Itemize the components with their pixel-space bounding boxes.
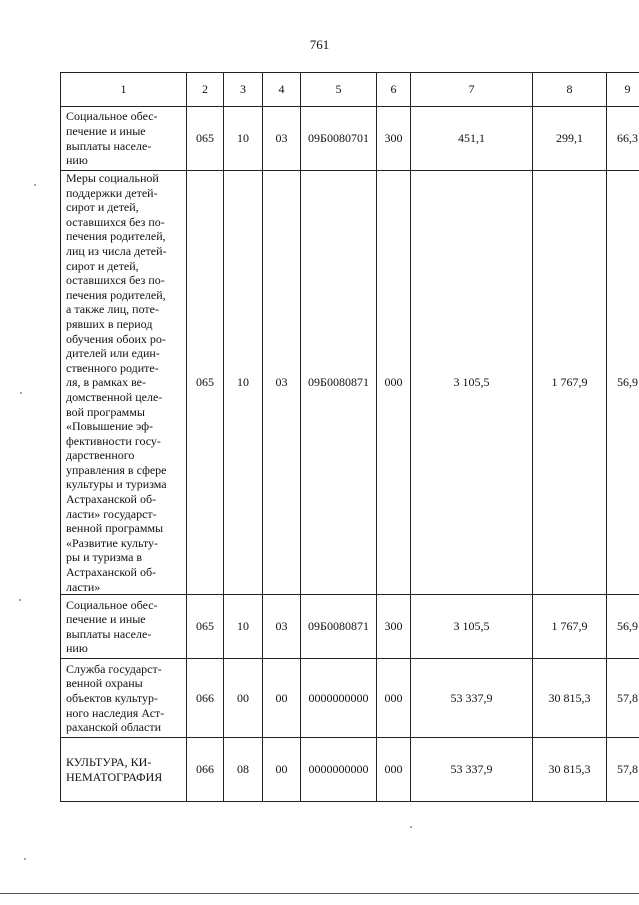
cell-section: 00 — [224, 659, 263, 738]
cell-actual: 1 767,9 — [533, 595, 607, 659]
cell-section: 10 — [224, 107, 263, 171]
header-cell: 2 — [187, 73, 224, 107]
cell-plan: 3 105,5 — [411, 595, 533, 659]
cell-subsection: 03 — [263, 595, 301, 659]
cell-percent: 56,9 — [607, 171, 639, 595]
cell-section: 10 — [224, 595, 263, 659]
cell-expense-type: 000 — [377, 171, 411, 595]
cell-ministry-code: 065 — [187, 107, 224, 171]
cell-percent: 56,9 — [607, 595, 639, 659]
table-row — [61, 171, 639, 595]
cell-expense-type: 000 — [377, 738, 411, 802]
cell-plan: 53 337,9 — [411, 738, 533, 802]
row-name: Служба государст- венной охраны объектов культур- ного наследия Аст- раханской области — [61, 659, 187, 738]
cell-subsection: 00 — [263, 738, 301, 802]
cell-plan: 3 105,5 — [411, 171, 533, 595]
cell-plan: 53 337,9 — [411, 659, 533, 738]
cell-actual: 299,1 — [533, 107, 607, 171]
table-row — [61, 107, 639, 171]
cell-target-article: 0000000000 — [301, 659, 377, 738]
cell-actual: 30 815,3 — [533, 659, 607, 738]
scan-speck — [20, 392, 22, 394]
row-name: КУЛЬТУРА, КИ- НЕМАТОГРАФИЯ — [61, 738, 187, 802]
cell-expense-type: 300 — [377, 107, 411, 171]
header-cell: 1 — [61, 73, 187, 107]
budget-table — [60, 72, 639, 802]
cell-section: 10 — [224, 171, 263, 595]
scan-speck — [24, 858, 26, 860]
cell-ministry-code: 066 — [187, 659, 224, 738]
header-cell: 9 — [607, 73, 639, 107]
cell-expense-type: 000 — [377, 659, 411, 738]
cell-actual: 1 767,9 — [533, 171, 607, 595]
cell-section: 08 — [224, 738, 263, 802]
cell-percent: 66,3 — [607, 107, 639, 171]
header-cell: 5 — [301, 73, 377, 107]
header-cell: 3 — [224, 73, 263, 107]
scan-speck — [19, 599, 21, 601]
header-cell: 7 — [411, 73, 533, 107]
cell-plan: 451,1 — [411, 107, 533, 171]
table-row — [61, 659, 639, 738]
cell-ministry-code: 065 — [187, 595, 224, 659]
row-name: Социальное обес- печение и иные выплаты населе- нию — [61, 595, 187, 659]
page-number: 761 — [309, 37, 330, 52]
cell-expense-type: 300 — [377, 595, 411, 659]
table-row — [61, 595, 639, 659]
cell-subsection: 00 — [263, 659, 301, 738]
cell-subsection: 03 — [263, 171, 301, 595]
page-bottom-edge — [0, 893, 639, 894]
scan-speck — [34, 184, 36, 186]
cell-percent: 57,8 — [607, 738, 639, 802]
cell-target-article: 09Б0080871 — [301, 595, 377, 659]
cell-target-article: 09Б0080701 — [301, 107, 377, 171]
header-row — [61, 73, 639, 107]
cell-percent: 57,8 — [607, 659, 639, 738]
table-row — [61, 738, 639, 802]
scan-speck — [410, 826, 412, 828]
row-name: Социальное обес- печение и иные выплаты населе- нию — [61, 107, 187, 171]
cell-ministry-code: 065 — [187, 171, 224, 595]
cell-subsection: 03 — [263, 107, 301, 171]
header-cell: 8 — [533, 73, 607, 107]
header-cell: 6 — [377, 73, 411, 107]
cell-ministry-code: 066 — [187, 738, 224, 802]
cell-target-article: 09Б0080871 — [301, 171, 377, 595]
cell-actual: 30 815,3 — [533, 738, 607, 802]
row-name: Меры социальной поддержки детей- сирот и детей, оставшихся без по- печения родителей, лиц из числа детей- сирот и детей, оставшихся без по- печения родителей, а также лиц, поте- рявших в период обучения обоих ро- дителей или един- ственного родите- ля, в рамках ве- домственной целе- вой программы «Повышение эф- фективности госу- дарственного управления в сфере культуры и туризма Астраханской об- ласти» государст- венной программы «Развитие культу- ры и туризма в Астраханской об- ласти» — [61, 171, 187, 595]
cell-target-article: 0000000000 — [301, 738, 377, 802]
header-cell: 4 — [263, 73, 301, 107]
